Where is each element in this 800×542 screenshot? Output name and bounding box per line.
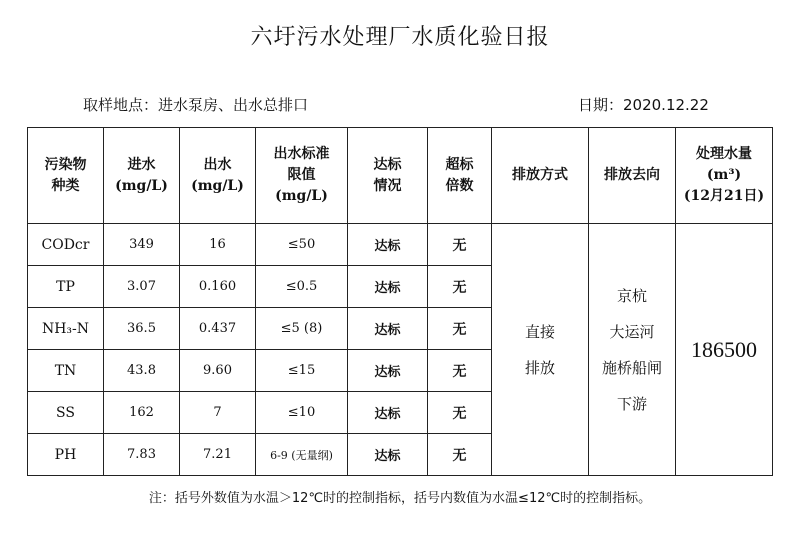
footnote: 注：括号外数值为水温＞12℃时的控制指标，括号内数值为水温≤12℃时的控制指标。 [148,491,652,506]
compliance-status: 达标 [348,392,428,434]
outflow-value: 7.21 [180,434,256,476]
standard-limit: ≤50 [256,224,348,266]
inflow-value: 7.83 [104,434,180,476]
pollutant-name: TN [28,350,104,392]
header-inflow: 进水 (mg/L) [104,128,180,224]
pollutant-name: SS [28,392,104,434]
outflow-value: 0.160 [180,266,256,308]
outflow-value: 9.60 [180,350,256,392]
standard-limit: 6-9 (无量纲) [256,434,348,476]
outflow-value: 16 [180,224,256,266]
standard-limit: ≤5 (8) [256,308,348,350]
header-destination: 排放去向 [589,128,676,224]
inflow-value: 36.5 [104,308,180,350]
outflow-value: 0.437 [180,308,256,350]
pollutant-name: CODcr [28,224,104,266]
compliance-status: 达标 [348,308,428,350]
header-exceed: 超标 倍数 [428,128,492,224]
compliance-status: 达标 [348,434,428,476]
compliance-status: 达标 [348,266,428,308]
compliance-status: 达标 [348,350,428,392]
report-title: 六圩污水处理厂水质化验日报 [250,25,550,50]
header-standard: 出水标准 限值 (mg/L) [256,128,348,224]
pollutant-name: TP [28,266,104,308]
header-row [28,128,773,224]
treated-volume: 186500 [676,224,773,476]
inflow-value: 3.07 [104,266,180,308]
report-date: 日期：2020.12.22 [578,96,709,114]
header-method: 排放方式 [492,128,589,224]
header-compliance: 达标 情况 [348,128,428,224]
header-pollutant: 污染物 种类 [28,128,104,224]
standard-limit: ≤10 [256,392,348,434]
outflow-value: 7 [180,392,256,434]
exceed-times: 无 [428,266,492,308]
sampling-location: 取样地点：进水泵房、出水总排口 [83,96,309,114]
compliance-status: 达标 [348,224,428,266]
inflow-value: 349 [104,224,180,266]
pollutant-name: PH [28,434,104,476]
discharge-method: 直接 排放 [492,224,589,476]
water-quality-table [27,127,773,476]
standard-limit: ≤15 [256,350,348,392]
inflow-value: 43.8 [104,350,180,392]
discharge-destination: 京杭 大运河 施桥船闸 下游 [589,224,676,476]
exceed-times: 无 [428,434,492,476]
header-outflow: 出水 (mg/L) [180,128,256,224]
exceed-times: 无 [428,308,492,350]
table-row [28,224,773,266]
exceed-times: 无 [428,224,492,266]
pollutant-name: NH₃-N [28,308,104,350]
standard-limit: ≤0.5 [256,266,348,308]
exceed-times: 无 [428,392,492,434]
exceed-times: 无 [428,350,492,392]
inflow-value: 162 [104,392,180,434]
header-volume: 处理水量 (m³) (12月21日) [676,128,773,224]
